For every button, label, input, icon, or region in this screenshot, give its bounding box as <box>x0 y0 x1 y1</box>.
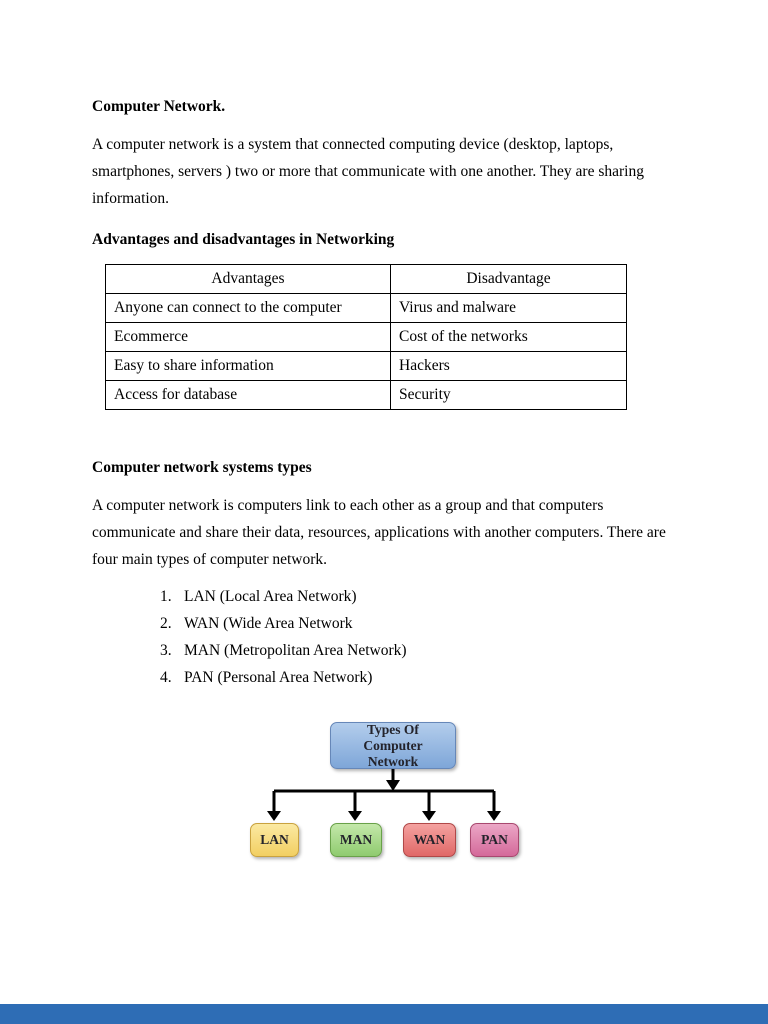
list-item <box>160 583 676 610</box>
diagram-root-node: Types Of Computer Network <box>330 722 456 769</box>
advantages-table <box>105 264 627 410</box>
table-cell: Ecommerce <box>106 323 391 352</box>
table-cell: Cost of the networks <box>391 323 627 352</box>
section-gap <box>92 410 676 454</box>
table-cell: Easy to share information <box>106 352 391 381</box>
network-types-list <box>92 583 676 691</box>
list-item <box>160 664 676 691</box>
list-item-number: 3. <box>160 642 172 659</box>
table-header-advantages: Advantages <box>106 265 391 294</box>
network-types-paragraph: A computer network is computers link to each other as a group and that computers communicate and share their data, resources, applications with another computers. There are four main types of computer network. <box>92 497 666 568</box>
table-cell: Security <box>391 381 627 410</box>
diagram-node-man: MAN <box>330 823 382 857</box>
list-item <box>160 637 676 664</box>
list-item-text: LAN (Local Area Network) <box>184 588 357 605</box>
table-header-row <box>106 265 627 294</box>
list-item-text: PAN (Personal Area Network) <box>184 669 373 686</box>
table-row <box>106 323 627 352</box>
diagram-node-pan: PAN <box>470 823 519 857</box>
table-cell: Hackers <box>391 352 627 381</box>
table-cell: Anyone can connect to the computer <box>106 294 391 323</box>
intro-paragraph: A computer network is a system that connected computing device (desktop, laptops, smartphones, servers ) two or more that communicate with one another. They are sharing information. <box>92 136 644 207</box>
list-item-number: 2. <box>160 615 172 632</box>
network-types-diagram <box>0 707 768 897</box>
table-header-disadvantage: Disadvantage <box>391 265 627 294</box>
heading-network-types: Computer network systems types <box>92 459 312 476</box>
list-item-number: 4. <box>160 669 172 686</box>
table-row <box>106 352 627 381</box>
list-item-text: MAN (Metropolitan Area Network) <box>184 642 407 659</box>
document-content <box>92 93 676 691</box>
table-cell: Access for database <box>106 381 391 410</box>
list-item-number: 1. <box>160 588 172 605</box>
table-row <box>106 381 627 410</box>
table-cell: Virus and malware <box>391 294 627 323</box>
viewer-footer-bar <box>0 1004 768 1024</box>
heading-advantages-disadvantages: Advantages and disadvantages in Networking <box>92 231 395 248</box>
diagram-node-lan: LAN <box>250 823 299 857</box>
list-item-text: WAN (Wide Area Network <box>184 615 353 632</box>
title-computer-network: Computer Network. <box>92 98 226 115</box>
list-item <box>160 610 676 637</box>
table-row <box>106 294 627 323</box>
diagram-node-wan: WAN <box>403 823 456 857</box>
